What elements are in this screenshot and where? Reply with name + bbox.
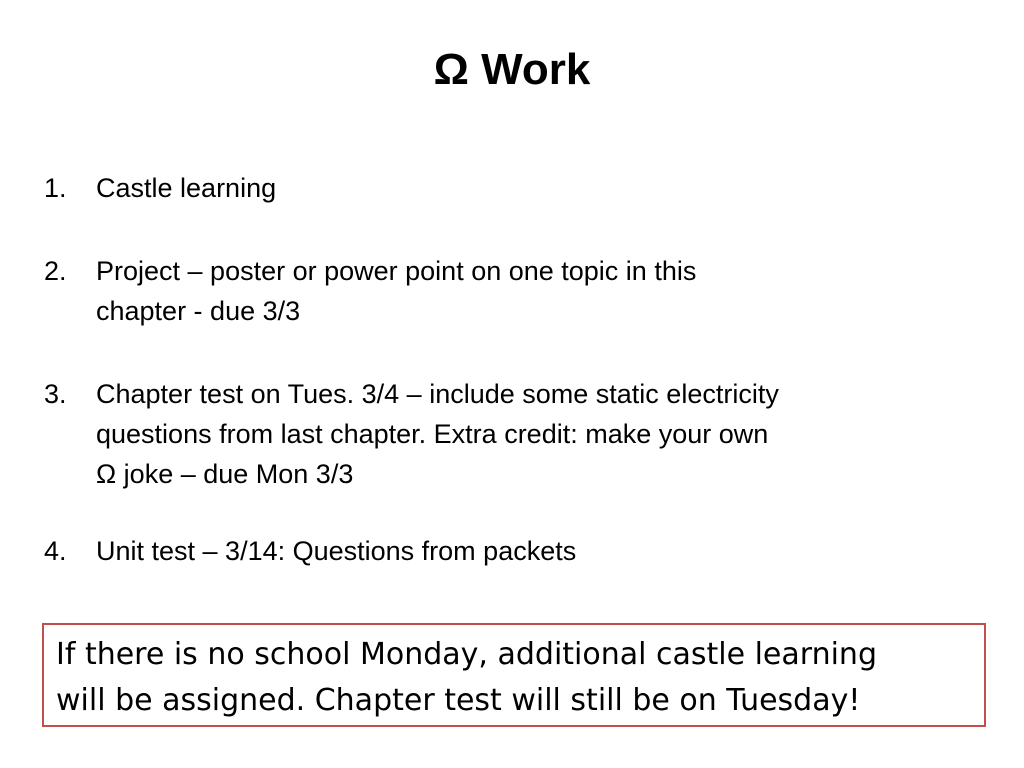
list-item-line: chapter - due 3/3 (96, 296, 301, 326)
list-item-number: 1. (44, 173, 67, 203)
list-item-text (96, 374, 976, 494)
list-item-line: questions from last chapter. Extra credit: make your own (96, 419, 769, 449)
list-item-number: 4. (44, 536, 67, 566)
list-item-line: Project – poster or power point on one topic in this (96, 256, 697, 286)
notice-box (42, 623, 986, 727)
slide-title: Ω Work (433, 45, 591, 94)
list-item-line: Castle learning (96, 173, 277, 203)
notice-line: will be assigned. Chapter test will still be on Tuesday! (56, 683, 861, 718)
list-item-number: 2. (44, 256, 67, 286)
list-item-line: Ω joke – due Mon 3/3 (96, 459, 354, 489)
list-item-line: Unit test – 3/14: Questions from packets (96, 536, 577, 566)
list-item-text (96, 168, 976, 208)
list-item-text (96, 531, 976, 571)
notice-line: If there is no school Monday, additional castle learning (56, 637, 877, 672)
list-item-text (96, 251, 976, 331)
list-item-number: 3. (44, 379, 67, 409)
list-item-line: Chapter test on Tues. 3/4 – include some static electricity (96, 379, 779, 409)
